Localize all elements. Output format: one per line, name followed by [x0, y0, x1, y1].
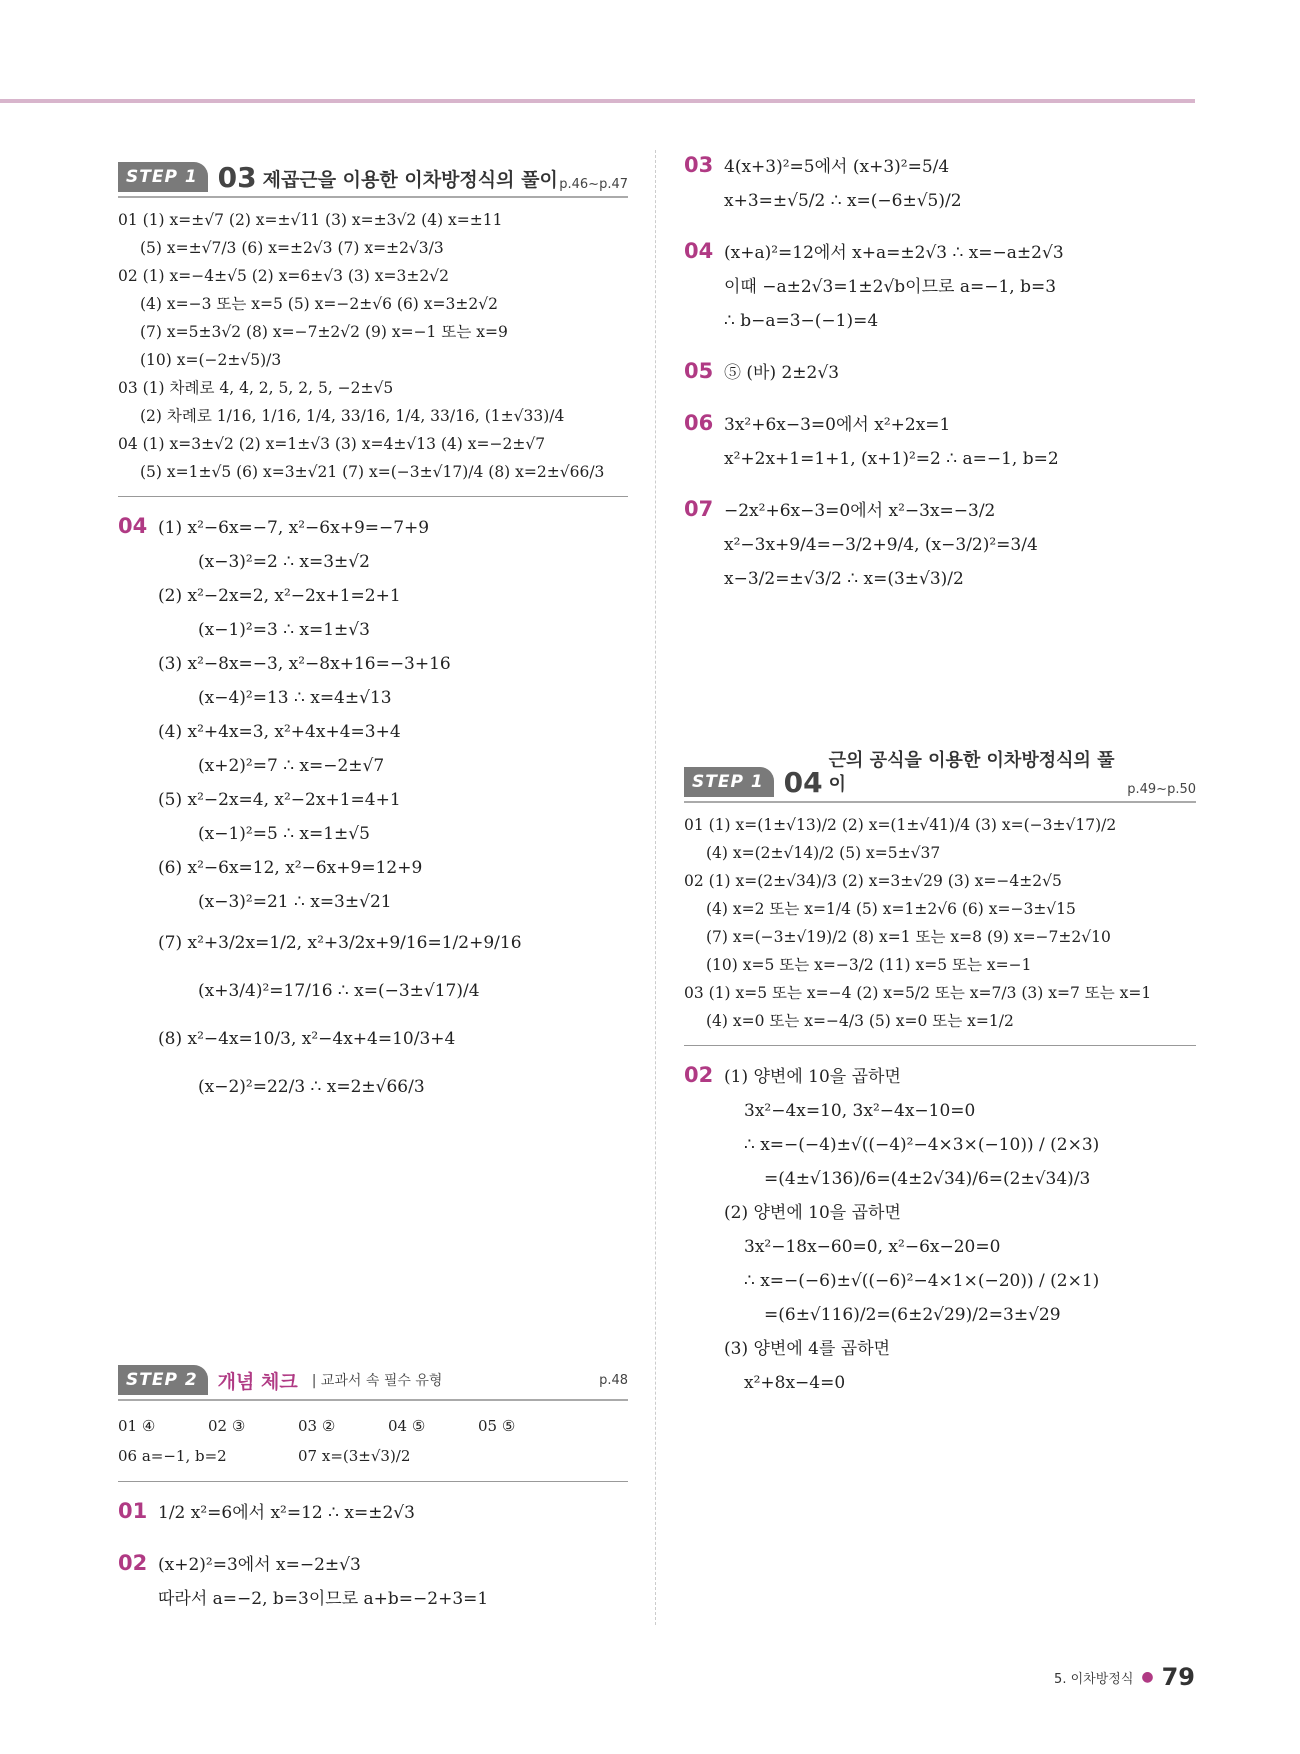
answer-line: 01 (1) x=(1±√13)/2 (2) x=(1±√41)/4 (3) x=(−3±√17)/2 — [684, 816, 1117, 834]
answer-line: 03 (1) 차례로 4, 4, 2, 5, 2, 5, −2±√5 — [118, 379, 394, 397]
solution-line: (1) x²−6x=−7, x²−6x+9=−7+9 — [158, 518, 430, 538]
solution-line: 3x²+6x−3=0에서 x²+2x=1 — [724, 415, 951, 435]
section-title: 개념 체크 — [217, 1370, 298, 1393]
section-header-03 — [118, 150, 628, 198]
step-badge: STEP 1 — [684, 767, 774, 797]
solution-04 — [684, 236, 1196, 338]
top-rule — [0, 99, 1195, 103]
section-header-step2 — [118, 1365, 628, 1401]
answer-line: 02 (1) x=−4±√5 (2) x=6±√3 (3) x=3±2√2 — [118, 267, 449, 285]
solution-line: 3x²−4x=10, 3x²−4x−10=0 — [744, 1101, 976, 1121]
solution-line: (5) x²−2x=4, x²−2x+1=4+1 — [158, 790, 401, 810]
page-range: p.46~p.47 — [559, 177, 628, 192]
answer-list — [684, 813, 1196, 1033]
answer-line: 02 (1) x=(2±√34)/3 (2) x=3±√29 (3) x=−4±2√5 — [684, 872, 1062, 890]
solution-line: (x−2)²=22/3 ∴ x=2±√66/3 — [198, 1077, 425, 1097]
left-column — [118, 150, 628, 1609]
solution-line: (x+2)²=7 ∴ x=−2±√7 — [198, 756, 385, 776]
solution-line: (x−4)²=13 ∴ x=4±√13 — [198, 688, 392, 708]
solution-line: x²−3x+9/4=−3/2+9/4, (x−3/2)²=3/4 — [724, 535, 1038, 555]
solution-02 — [118, 1548, 628, 1616]
step-badge: STEP 2 — [118, 1365, 208, 1395]
section-header-04 — [684, 750, 1196, 803]
section-title: 근의 공식을 이용한 이차방정식의 풀이 — [828, 750, 1115, 795]
answer-item: 06 a=−1, b=2 — [118, 1447, 227, 1465]
solution-line: ∴ x=−(−6)±√((−6)²−4×1×(−20)) / (2×1) — [744, 1271, 1100, 1291]
answer-line: (7) x=(−3±√19)/2 (8) x=1 또는 x=8 (9) x=−7±2√10 — [706, 928, 1111, 946]
solution-02b — [684, 1060, 1196, 1400]
section-number: 04 — [783, 766, 823, 799]
question-number: 01 — [118, 1499, 148, 1523]
solution-line: (3) 양변에 4를 곱하면 — [724, 1339, 891, 1359]
question-number: 03 — [684, 153, 714, 177]
answer-line: (10) x=5 또는 x=−3/2 (11) x=5 또는 x=−1 — [706, 956, 1032, 974]
column-divider — [655, 150, 656, 1625]
answer-line: (5) x=±√7/3 (6) x=±2√3 (7) x=±2√3/3 — [140, 239, 444, 257]
answer-line: (7) x=5±3√2 (8) x=−7±2√2 (9) x=−1 또는 x=9 — [140, 323, 508, 341]
answer-line: 04 (1) x=3±√2 (2) x=1±√3 (3) x=4±√13 (4) x=−2±√7 — [118, 435, 546, 453]
solution-line: (x−1)²=5 ∴ x=1±√5 — [198, 824, 370, 844]
answer-line: (4) x=0 또는 x=−4/3 (5) x=0 또는 x=1/2 — [706, 1012, 1014, 1030]
divider — [118, 496, 628, 497]
page-footer — [1054, 1663, 1195, 1691]
answer-row — [118, 1443, 628, 1469]
answer-line: (4) x=−3 또는 x=5 (5) x=−2±√6 (6) x=3±2√2 — [140, 295, 498, 313]
question-number: 02 — [118, 1551, 148, 1575]
solution-line: 3x²−18x−60=0, x²−6x−20=0 — [744, 1237, 1001, 1257]
solution-01 — [118, 1496, 628, 1530]
answer-line: (2) 차례로 1/16, 1/16, 1/4, 33/16, 1/4, 33/16, (1±√33)/4 — [140, 407, 565, 425]
question-number: 05 — [684, 359, 714, 383]
solution-line: (3) x²−8x=−3, x²−8x+16=−3+16 — [158, 654, 451, 674]
step-badge: STEP 1 — [118, 162, 208, 192]
section-subtitle: | 교과서 속 필수 유형 — [311, 1373, 443, 1389]
solution-line: x²+8x−4=0 — [744, 1373, 846, 1393]
solution-line: =(6±√116)/2=(6±2√29)/2=3±√29 — [764, 1305, 1061, 1325]
solution-line: ⑤ (바) 2±2√3 — [724, 363, 840, 383]
solution-03 — [684, 150, 1196, 218]
question-number: 07 — [684, 497, 714, 521]
divider — [684, 1045, 1196, 1046]
chapter-label: 5. 이차방정식 — [1054, 1671, 1134, 1687]
solution-line: (x+2)²=3에서 x=−2±√3 — [158, 1555, 361, 1575]
solution-line: 1/2 x²=6에서 x²=12 ∴ x=±2√3 — [158, 1503, 415, 1523]
answer-list — [118, 208, 628, 484]
solution-line: =(4±√136)/6=(4±2√34)/6=(2±√34)/3 — [764, 1169, 1091, 1189]
solution-line: x²+2x+1=1+1, (x+1)²=2 ∴ a=−1, b=2 — [724, 449, 1059, 469]
solution-line: (x−3)²=21 ∴ x=3±√21 — [198, 892, 392, 912]
section-number: 03 — [217, 161, 257, 194]
solution-line: x−3/2=±√3/2 ∴ x=(3±√3)/2 — [724, 569, 964, 589]
solution-line: (7) x²+3/2x=1/2, x²+3/2x+9/16=1/2+9/16 — [158, 933, 522, 953]
solution-line: (2) x²−2x=2, x²−2x+1=2+1 — [158, 586, 401, 606]
question-number: 02 — [684, 1063, 714, 1087]
answer-item: 02 ③ — [208, 1417, 246, 1435]
solution-line: (x+3/4)²=17/16 ∴ x=(−3±√17)/4 — [198, 981, 480, 1001]
solution-line: (2) 양변에 10을 곱하면 — [724, 1203, 901, 1223]
solution-line: ∴ b−a=3−(−1)=4 — [724, 311, 879, 331]
solution-line: ∴ x=−(−4)±√((−4)²−4×3×(−10)) / (2×3) — [744, 1135, 1100, 1155]
solution-07 — [684, 494, 1196, 596]
question-number: 04 — [684, 239, 714, 263]
answer-item: 07 x=(3±√3)/2 — [298, 1447, 411, 1465]
step1-block-04 — [684, 750, 1196, 1418]
answer-line: (10) x=(−2±√5)/3 — [140, 351, 282, 369]
solution-06 — [684, 408, 1196, 476]
step2-block — [118, 1365, 628, 1634]
answer-line: (4) x=2 또는 x=1/4 (5) x=1±2√6 (6) x=−3±√15 — [706, 900, 1076, 918]
solution-line: (4) x²+4x=3, x²+4x+4=3+4 — [158, 722, 401, 742]
page-range: p.49~p.50 — [1127, 782, 1196, 797]
question-number: 04 — [118, 514, 148, 538]
answer-item: 04 ⑤ — [388, 1417, 426, 1435]
page-number: 79 — [1161, 1663, 1195, 1691]
answer-item: 03 ② — [298, 1417, 336, 1435]
page-range: p.48 — [599, 1372, 628, 1388]
answer-line: (4) x=(2±√14)/2 (5) x=5±√37 — [706, 844, 941, 862]
solution-line: (x−1)²=3 ∴ x=1±√3 — [198, 620, 370, 640]
solution-line: x+3=±√5/2 ∴ x=(−6±√5)/2 — [724, 191, 962, 211]
answer-line: 01 (1) x=±√7 (2) x=±√11 (3) x=±3√2 (4) x=±11 — [118, 211, 503, 229]
right-column — [684, 150, 1196, 1393]
solution-line: (x+a)²=12에서 x+a=±2√3 ∴ x=−a±2√3 — [724, 243, 1064, 263]
section-title: 제곱근을 이용한 이차방정식의 풀이 — [262, 169, 558, 191]
bullet-icon: ● — [1141, 1669, 1154, 1685]
solution-line: 따라서 a=−2, b=3이므로 a+b=−2+3=1 — [158, 1589, 489, 1609]
answer-item: 01 ④ — [118, 1417, 156, 1435]
answer-item: 05 ⑤ — [478, 1417, 516, 1435]
solution-line: (6) x²−6x=12, x²−6x+9=12+9 — [158, 858, 423, 878]
question-number: 06 — [684, 411, 714, 435]
answer-line: 03 (1) x=5 또는 x=−4 (2) x=5/2 또는 x=7/3 (3) x=7 또는 x=1 — [684, 984, 1152, 1002]
answer-line: (5) x=1±√5 (6) x=3±√21 (7) x=(−3±√17)/4 (8) x=2±√66/3 — [140, 463, 605, 481]
solution-line: (x−3)²=2 ∴ x=3±√2 — [198, 552, 370, 572]
solution-04 — [118, 511, 628, 1111]
divider — [118, 1481, 628, 1482]
solution-line: (1) 양변에 10을 곱하면 — [724, 1067, 901, 1087]
solution-line: 4(x+3)²=5에서 (x+3)²=5/4 — [724, 157, 950, 177]
solution-line: −2x²+6x−3=0에서 x²−3x=−3/2 — [724, 501, 996, 521]
solution-05 — [684, 356, 1196, 390]
solution-line: (8) x²−4x=10/3, x²−4x+4=10/3+4 — [158, 1029, 456, 1049]
answer-row — [118, 1413, 628, 1439]
solution-line: 이때 −a±2√3=1±2√b이므로 a=−1, b=3 — [724, 277, 1057, 297]
